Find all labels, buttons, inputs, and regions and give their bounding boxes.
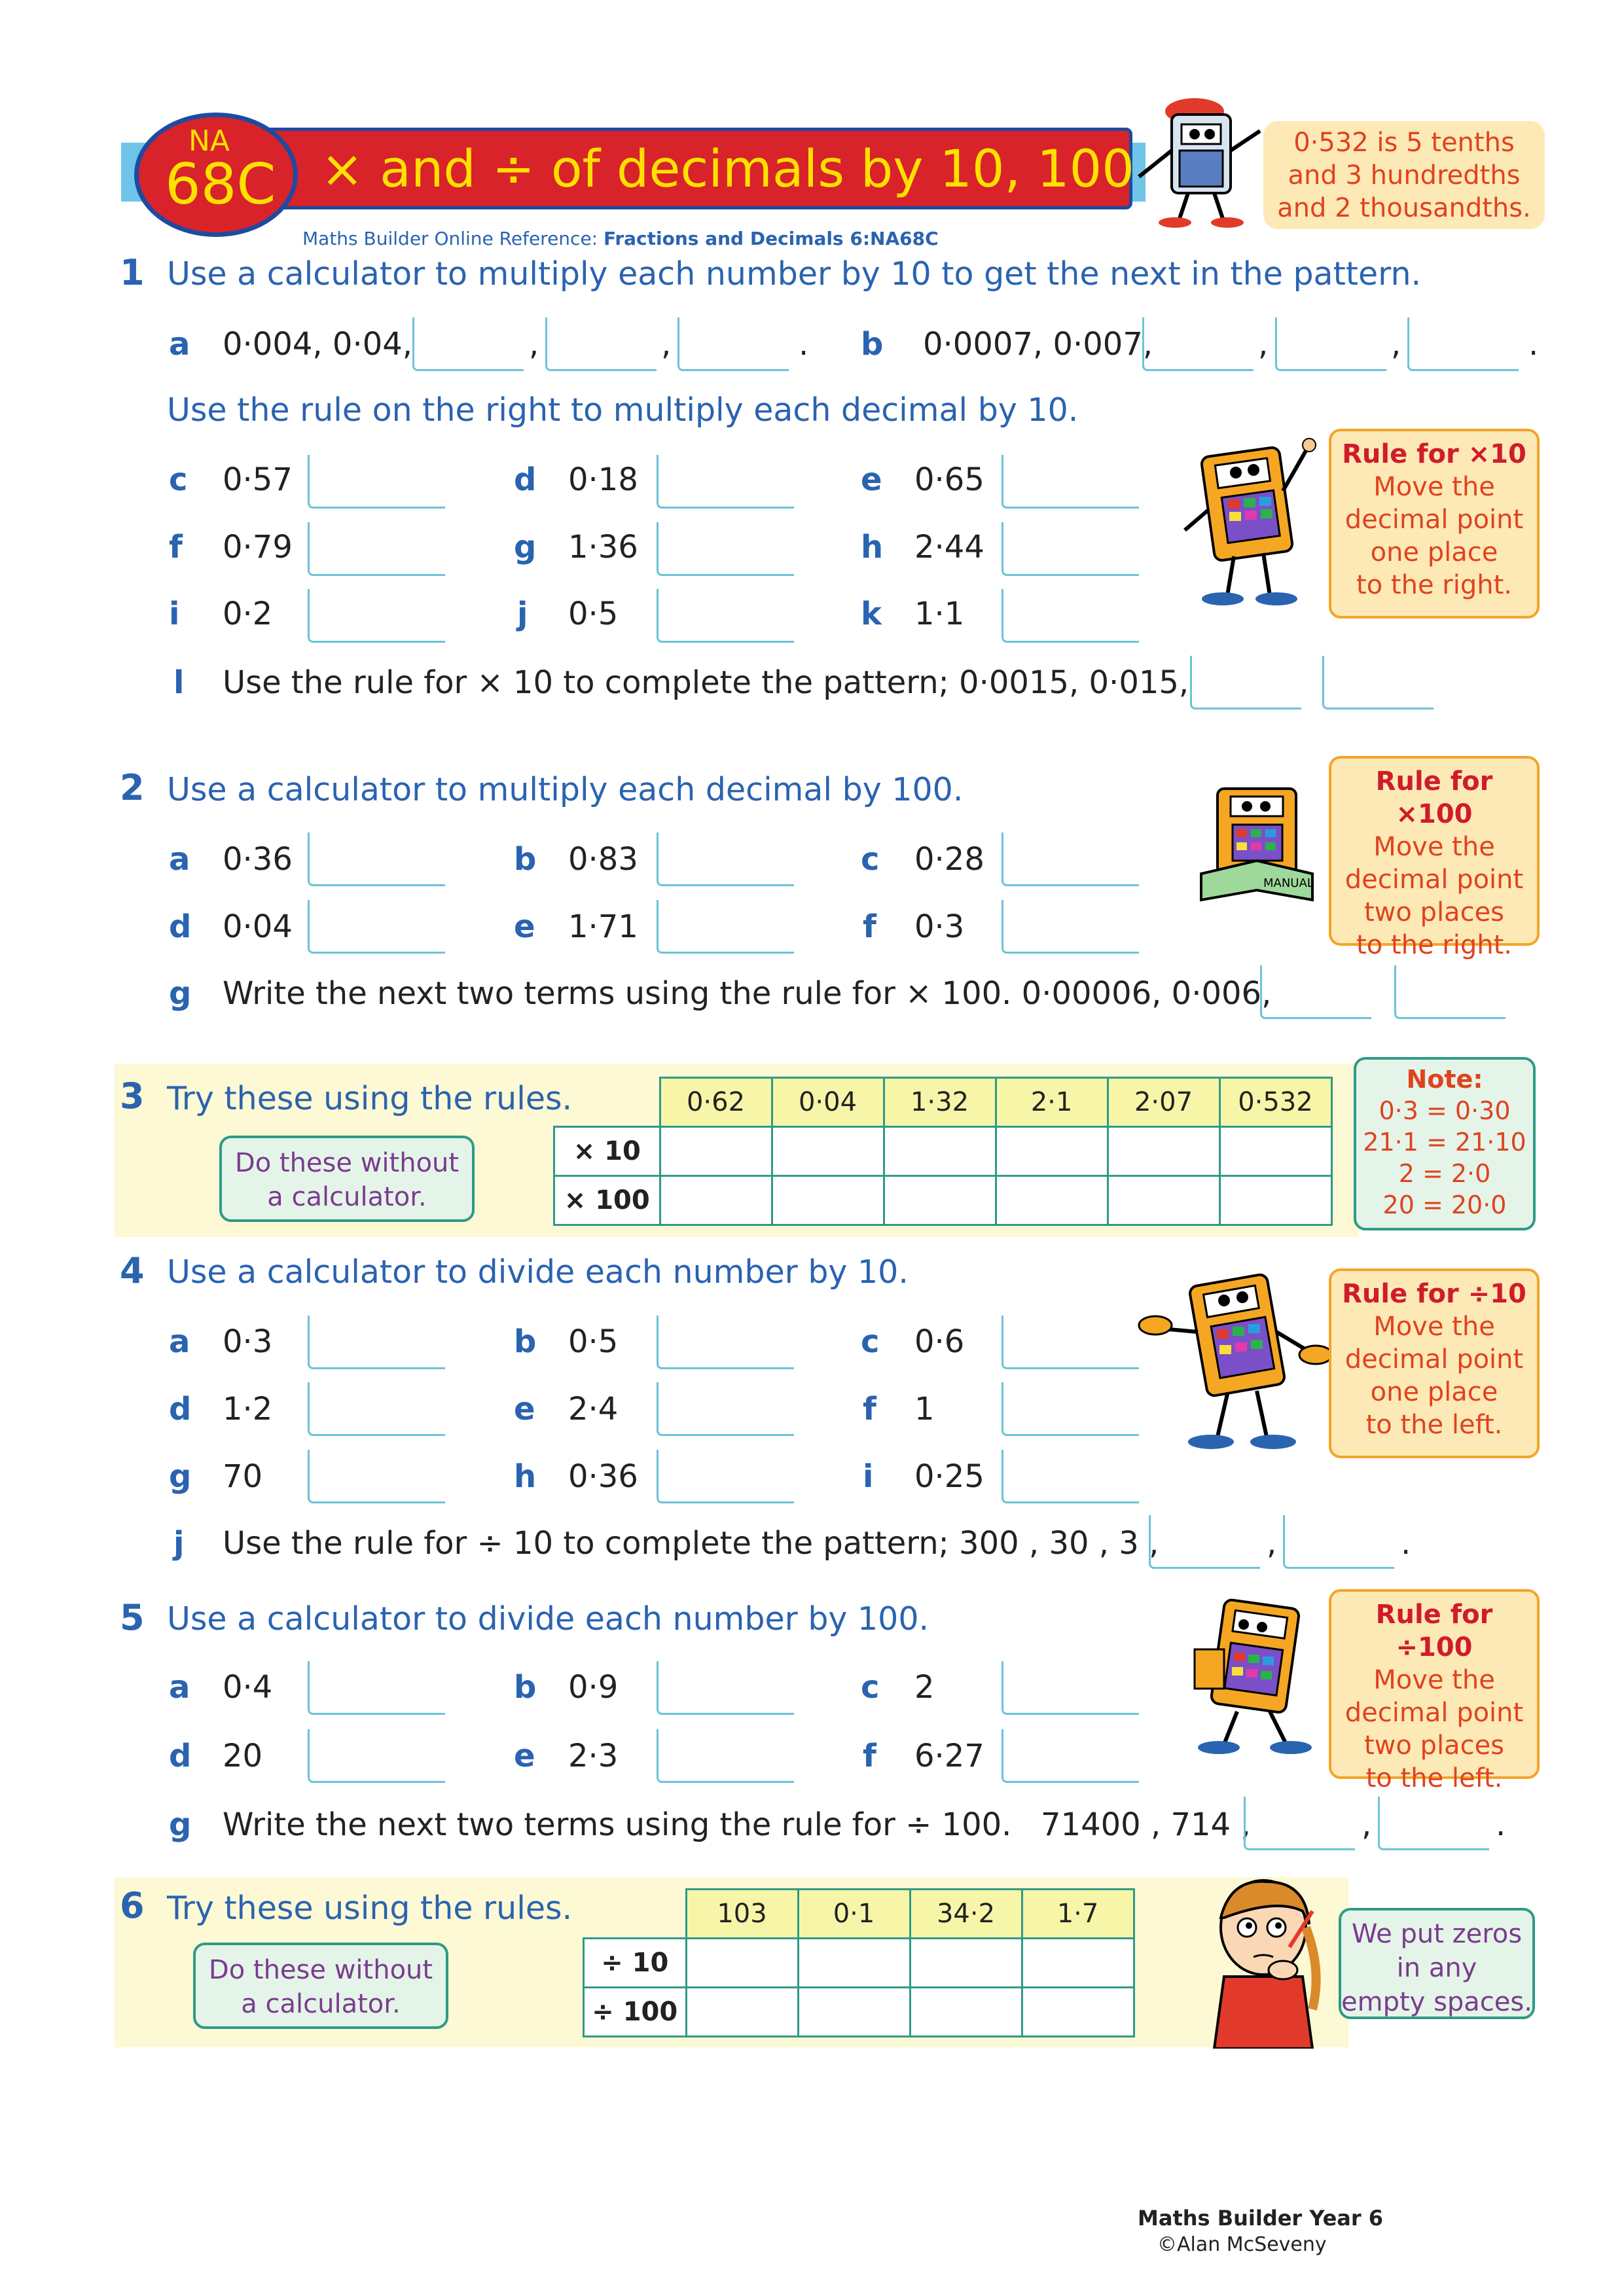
rule-line: to the right. xyxy=(1356,930,1512,960)
bubble-line: a calculator. xyxy=(241,1989,401,2019)
q1-item-value: 1·36 xyxy=(568,529,638,565)
q1-item-value: 0·65 xyxy=(914,461,984,498)
q2-item-label: f xyxy=(863,908,876,945)
q2-item-label: b xyxy=(514,841,537,878)
q5g-sequence: 71400 , 714 , xyxy=(1041,1806,1251,1843)
q5-item-label: b xyxy=(514,1669,537,1706)
q4-item-label: a xyxy=(169,1323,190,1360)
q2g-text: Write the next two terms using the rule for × 100. 0·00006, 0·006, xyxy=(223,975,1272,1012)
rule-line: one place xyxy=(1370,537,1498,567)
q1-instruction-2: Use the rule on the right to multiply each decimal by 10. xyxy=(167,391,1079,429)
col-header: 1·32 xyxy=(884,1078,996,1127)
q1b-answer-2[interactable] xyxy=(1275,317,1386,371)
rule-times-100 xyxy=(1329,756,1540,960)
q1-instruction: Use a calculator to multiply each number by 10 to get the next in the pattern. xyxy=(167,255,1422,293)
bubble-line: a calculator. xyxy=(267,1182,427,1212)
bubble-line: Do these without xyxy=(234,1148,460,1178)
q5-item-value: 0·9 xyxy=(568,1669,619,1706)
rule-line: to the left. xyxy=(1365,1763,1503,1793)
badge-code: 68C xyxy=(165,152,276,217)
q4h-answer[interactable] xyxy=(657,1450,794,1503)
q5g-label: g xyxy=(169,1806,192,1843)
q1-item-value: 0·57 xyxy=(223,461,293,498)
q2b-answer[interactable] xyxy=(657,833,794,886)
q5-item-label: d xyxy=(169,1738,192,1774)
speech-line: in any xyxy=(1396,1953,1477,1983)
q4b-answer[interactable] xyxy=(657,1316,794,1369)
q1b-answer-3[interactable] xyxy=(1407,317,1519,371)
manual-text: MANUAL xyxy=(1263,876,1314,890)
answer-cell[interactable] xyxy=(1108,1127,1219,1176)
q5c-answer[interactable] xyxy=(1001,1661,1139,1715)
answer-cell[interactable] xyxy=(798,1988,910,2037)
q1-item-label: i xyxy=(169,596,180,632)
q4-number: 4 xyxy=(120,1250,145,1291)
q4-item-value: 0·6 xyxy=(914,1323,965,1360)
q2g-label: g xyxy=(169,975,192,1012)
rule-title: Rule for ÷10 xyxy=(1342,1279,1526,1309)
q2-item-label: a xyxy=(169,841,190,878)
col-header: 1·7 xyxy=(1022,1890,1134,1939)
q4-item-value: 0·5 xyxy=(568,1323,619,1360)
q1a-answer-2[interactable] xyxy=(545,317,657,371)
speech-line: We put zeros xyxy=(1351,1919,1523,1949)
rule-times-10 xyxy=(1329,429,1540,619)
answer-cell[interactable] xyxy=(660,1176,772,1225)
q4c-answer[interactable] xyxy=(1001,1316,1139,1369)
reference-line xyxy=(302,228,939,249)
col-header: 0·04 xyxy=(772,1078,884,1127)
answer-cell[interactable] xyxy=(1022,1988,1134,2037)
q5g-answer-2[interactable] xyxy=(1378,1797,1489,1850)
q1b-text: 0·0007, 0·007, xyxy=(923,326,1153,363)
rule-line: Move the xyxy=(1373,1665,1495,1695)
q3-instruction: Try these using the rules. xyxy=(167,1080,573,1117)
q4j-text: Use the rule for ÷ 10 to complete the pattern; 300 , 30 , 3 , xyxy=(223,1525,1159,1562)
q1l-answer-1[interactable] xyxy=(1190,656,1301,709)
answer-cell[interactable] xyxy=(910,1939,1022,1988)
rule-line: to the right. xyxy=(1356,570,1512,600)
q4j-answer-2[interactable] xyxy=(1283,1515,1394,1569)
col-header: 2·1 xyxy=(996,1078,1108,1127)
q1-item-value: 0·5 xyxy=(568,596,619,632)
q2-item-label: d xyxy=(169,908,192,945)
rule-line: decimal point xyxy=(1344,865,1524,895)
q3-table xyxy=(553,1077,1333,1226)
calculator-pointing-icon xyxy=(1172,432,1322,609)
comma: , xyxy=(1258,326,1269,363)
q1-item-label: h xyxy=(861,529,884,565)
calculator-reading-book-icon xyxy=(1178,1590,1329,1754)
q2-item-value: 0·28 xyxy=(914,841,984,878)
q2-item-value: 1·71 xyxy=(568,908,638,945)
rule-line: to the left. xyxy=(1365,1410,1503,1440)
q3-number: 3 xyxy=(120,1075,145,1117)
q5d-answer[interactable] xyxy=(308,1729,445,1783)
footer-copyright: ©Alan McSeveny xyxy=(1157,2233,1327,2256)
q2-item-label: c xyxy=(861,841,880,878)
q2-item-label: e xyxy=(514,908,535,945)
q1-item-label: c xyxy=(169,461,188,498)
q4-item-label: d xyxy=(169,1391,192,1427)
speech-line: empty spaces. xyxy=(1341,1987,1532,2017)
rule-line: Move the xyxy=(1373,472,1495,502)
q2e-answer[interactable] xyxy=(657,900,794,954)
q2g-answer-1[interactable] xyxy=(1260,965,1371,1019)
q4-item-label: g xyxy=(169,1458,192,1495)
q1k-answer[interactable] xyxy=(1001,589,1139,643)
q2-item-value: 0·04 xyxy=(223,908,293,945)
rule-line: decimal point xyxy=(1344,505,1524,535)
corner-cell xyxy=(584,1890,687,1939)
q5-item-label: f xyxy=(863,1738,876,1774)
comma: , xyxy=(661,326,672,363)
reference-link[interactable]: Fractions and Decimals 6:NA68C xyxy=(604,228,939,249)
rule-line: two places xyxy=(1363,897,1505,927)
q4j-label: j xyxy=(173,1525,185,1562)
answer-cell[interactable] xyxy=(772,1176,884,1225)
header-note-text: 0·532 is 5 tenths and 3 hundredths and 2 thousandths. xyxy=(1277,128,1531,223)
row-header: × 10 xyxy=(554,1127,660,1176)
footer-book-title: Maths Builder Year 6 xyxy=(1138,2206,1384,2231)
q4-item-label: b xyxy=(514,1323,537,1360)
q6-number: 6 xyxy=(120,1885,145,1926)
answer-cell[interactable] xyxy=(1219,1176,1331,1225)
col-header: 0·532 xyxy=(1219,1078,1331,1127)
q1-item-label: g xyxy=(514,529,537,565)
answer-cell[interactable] xyxy=(1108,1176,1219,1225)
q1a-text: 0·004, 0·04, xyxy=(223,326,413,363)
q1l-answer-2[interactable] xyxy=(1322,656,1434,709)
q5-item-label: c xyxy=(861,1669,880,1706)
q4j-answer-1[interactable] xyxy=(1149,1515,1260,1569)
q5g-answer-1[interactable] xyxy=(1244,1797,1355,1850)
row-header: ÷ 10 xyxy=(584,1939,687,1988)
rule-title: Rule for ×10 xyxy=(1342,439,1526,469)
period: . xyxy=(799,326,809,363)
q1h-answer[interactable] xyxy=(1001,522,1139,576)
col-header: 0·1 xyxy=(798,1890,910,1939)
calculator-shrugging-icon xyxy=(1136,1266,1332,1456)
note-line: 20 = 20·0 xyxy=(1382,1191,1507,1219)
q4d-answer[interactable] xyxy=(308,1382,445,1436)
q1b-answer-1[interactable] xyxy=(1142,317,1254,371)
answer-cell[interactable] xyxy=(686,1988,798,2037)
q1-item-value: 0·18 xyxy=(568,461,638,498)
q1a-label: a xyxy=(169,326,190,363)
col-header: 0·62 xyxy=(660,1078,772,1127)
rule-line: two places xyxy=(1363,1731,1505,1761)
thinking-girl-icon xyxy=(1198,1872,1335,2049)
row-header: × 100 xyxy=(554,1176,660,1225)
q4i-answer[interactable] xyxy=(1001,1450,1139,1503)
q1-item-value: 2·44 xyxy=(914,529,984,565)
q2f-answer[interactable] xyxy=(1001,900,1139,954)
rule-divide-100 xyxy=(1329,1589,1540,1793)
q5g-text: Write the next two terms using the rule for ÷ 100. xyxy=(223,1806,1012,1843)
q3-no-calculator-bubble xyxy=(219,1136,475,1222)
q4-instruction: Use a calculator to divide each number by 10. xyxy=(167,1253,909,1291)
rule-line: Move the xyxy=(1373,1312,1495,1342)
q1g-answer[interactable] xyxy=(657,522,794,576)
q1-item-value: 0·2 xyxy=(223,596,273,632)
q1-number: 1 xyxy=(120,252,145,293)
q4-item-label: c xyxy=(861,1323,880,1360)
comma: , xyxy=(1391,326,1401,363)
q4a-answer[interactable] xyxy=(308,1316,445,1369)
q4-item-value: 1·2 xyxy=(223,1391,273,1427)
answer-cell[interactable] xyxy=(660,1127,772,1176)
row-header: ÷ 100 xyxy=(584,1988,687,2037)
corner-cell xyxy=(554,1078,660,1127)
period: . xyxy=(1496,1806,1506,1843)
calculator-mascot-icon xyxy=(1132,92,1263,229)
q1a-answer-3[interactable] xyxy=(677,317,789,371)
q1-item-label: f xyxy=(169,529,183,565)
answer-cell[interactable] xyxy=(884,1127,996,1176)
rule-title: Rule for ÷100 xyxy=(1375,1600,1493,1662)
q5-item-value: 2·3 xyxy=(568,1738,619,1774)
q5-number: 5 xyxy=(120,1597,145,1638)
q2-instruction: Use a calculator to multiply each decimal by 100. xyxy=(167,771,964,808)
answer-cell[interactable] xyxy=(910,1988,1022,2037)
q5-item-label: e xyxy=(514,1738,535,1774)
rule-divide-10 xyxy=(1329,1268,1540,1458)
q1l-text: Use the rule for × 10 to complete the pattern; 0·0015, 0·015, xyxy=(223,664,1189,701)
q1c-answer[interactable] xyxy=(308,455,445,509)
q4g-answer[interactable] xyxy=(308,1450,445,1503)
q4-item-label: i xyxy=(863,1458,874,1495)
q4e-answer[interactable] xyxy=(657,1382,794,1436)
q1-item-value: 0·79 xyxy=(223,529,293,565)
calculator-reading-manual-icon xyxy=(1188,776,1326,906)
note-line: 2 = 2·0 xyxy=(1398,1159,1491,1188)
rule-line: one place xyxy=(1370,1377,1498,1407)
note-line: 0·3 = 0·30 xyxy=(1379,1096,1511,1125)
q2a-answer[interactable] xyxy=(308,833,445,886)
q4f-answer[interactable] xyxy=(1001,1382,1139,1436)
period: . xyxy=(1401,1525,1411,1562)
q5a-answer[interactable] xyxy=(308,1661,445,1715)
q2-item-value: 0·3 xyxy=(914,908,965,945)
rule-line: Move the xyxy=(1373,832,1495,862)
q1-item-label: e xyxy=(861,461,882,498)
q5-item-value: 2 xyxy=(914,1669,935,1706)
q5-item-value: 0·4 xyxy=(223,1669,273,1706)
comma: , xyxy=(1267,1525,1277,1562)
q2-number: 2 xyxy=(120,767,145,808)
q1i-answer[interactable] xyxy=(308,589,445,643)
note-line: 21·1 = 21·10 xyxy=(1363,1128,1526,1157)
q4-item-value: 0·3 xyxy=(223,1323,273,1360)
bubble-line: Do these without xyxy=(208,1955,433,1985)
q3-note xyxy=(1354,1057,1536,1230)
period: . xyxy=(1528,326,1539,363)
q4-item-value: 70 xyxy=(223,1458,263,1495)
q5-item-label: a xyxy=(169,1669,190,1706)
q5f-answer[interactable] xyxy=(1001,1729,1139,1783)
q4-item-label: h xyxy=(514,1458,537,1495)
header-note xyxy=(1263,121,1545,229)
q1j-answer[interactable] xyxy=(657,589,794,643)
q2-item-value: 0·36 xyxy=(223,841,293,878)
q1f-answer[interactable] xyxy=(308,522,445,576)
q2g-answer-2[interactable] xyxy=(1394,965,1506,1019)
q4-item-label: f xyxy=(863,1391,876,1427)
page-title: × and ÷ of decimals by 10, 100 xyxy=(321,140,1134,199)
q4-item-value: 0·25 xyxy=(914,1458,984,1495)
q5e-answer[interactable] xyxy=(657,1729,794,1783)
answer-cell[interactable] xyxy=(772,1127,884,1176)
q1-item-label: d xyxy=(514,461,537,498)
comma: , xyxy=(529,326,539,363)
q1b-label: b xyxy=(861,326,884,363)
q1d-answer[interactable] xyxy=(657,455,794,509)
q6-no-calculator-bubble xyxy=(193,1943,448,2029)
col-header: 103 xyxy=(686,1890,798,1939)
rule-line: decimal point xyxy=(1344,1698,1524,1728)
q5-instruction: Use a calculator to divide each number by 100. xyxy=(167,1600,929,1638)
comma: , xyxy=(1362,1806,1372,1843)
answer-cell[interactable] xyxy=(1022,1939,1134,1988)
q4-item-value: 1 xyxy=(914,1391,935,1427)
answer-cell[interactable] xyxy=(1219,1127,1331,1176)
q6-instruction: Try these using the rules. xyxy=(167,1890,573,1927)
answer-cell[interactable] xyxy=(996,1127,1108,1176)
badge-na: NA xyxy=(189,124,230,158)
q1e-answer[interactable] xyxy=(1001,455,1139,509)
q4-item-value: 2·4 xyxy=(568,1391,619,1427)
answer-cell[interactable] xyxy=(884,1176,996,1225)
q5-item-value: 6·27 xyxy=(914,1738,984,1774)
q2-item-value: 0·83 xyxy=(568,841,638,878)
col-header: 2·07 xyxy=(1108,1078,1219,1127)
answer-cell[interactable] xyxy=(686,1939,798,1988)
q2c-answer[interactable] xyxy=(1001,833,1139,886)
q1a-answer-1[interactable] xyxy=(412,317,524,371)
q4-item-label: e xyxy=(514,1391,535,1427)
q6-speech-bubble xyxy=(1339,1908,1535,2019)
note-title: Note: xyxy=(1406,1065,1483,1094)
q6-table xyxy=(583,1888,1135,2037)
q5b-answer[interactable] xyxy=(657,1661,794,1715)
col-header: 34·2 xyxy=(910,1890,1022,1939)
answer-cell[interactable] xyxy=(798,1939,910,1988)
rule-line: decimal point xyxy=(1344,1344,1524,1374)
q1l-label: l xyxy=(173,664,185,701)
q2d-answer[interactable] xyxy=(308,900,445,954)
q1-item-value: 1·1 xyxy=(914,596,965,632)
q1-item-label: j xyxy=(517,596,528,632)
answer-cell[interactable] xyxy=(996,1176,1108,1225)
q1-item-label: k xyxy=(861,596,882,632)
rule-title: Rule for ×100 xyxy=(1375,766,1493,829)
reference-prefix: Maths Builder Online Reference: xyxy=(302,228,604,249)
q5-item-value: 20 xyxy=(223,1738,263,1774)
q4-item-value: 0·36 xyxy=(568,1458,638,1495)
